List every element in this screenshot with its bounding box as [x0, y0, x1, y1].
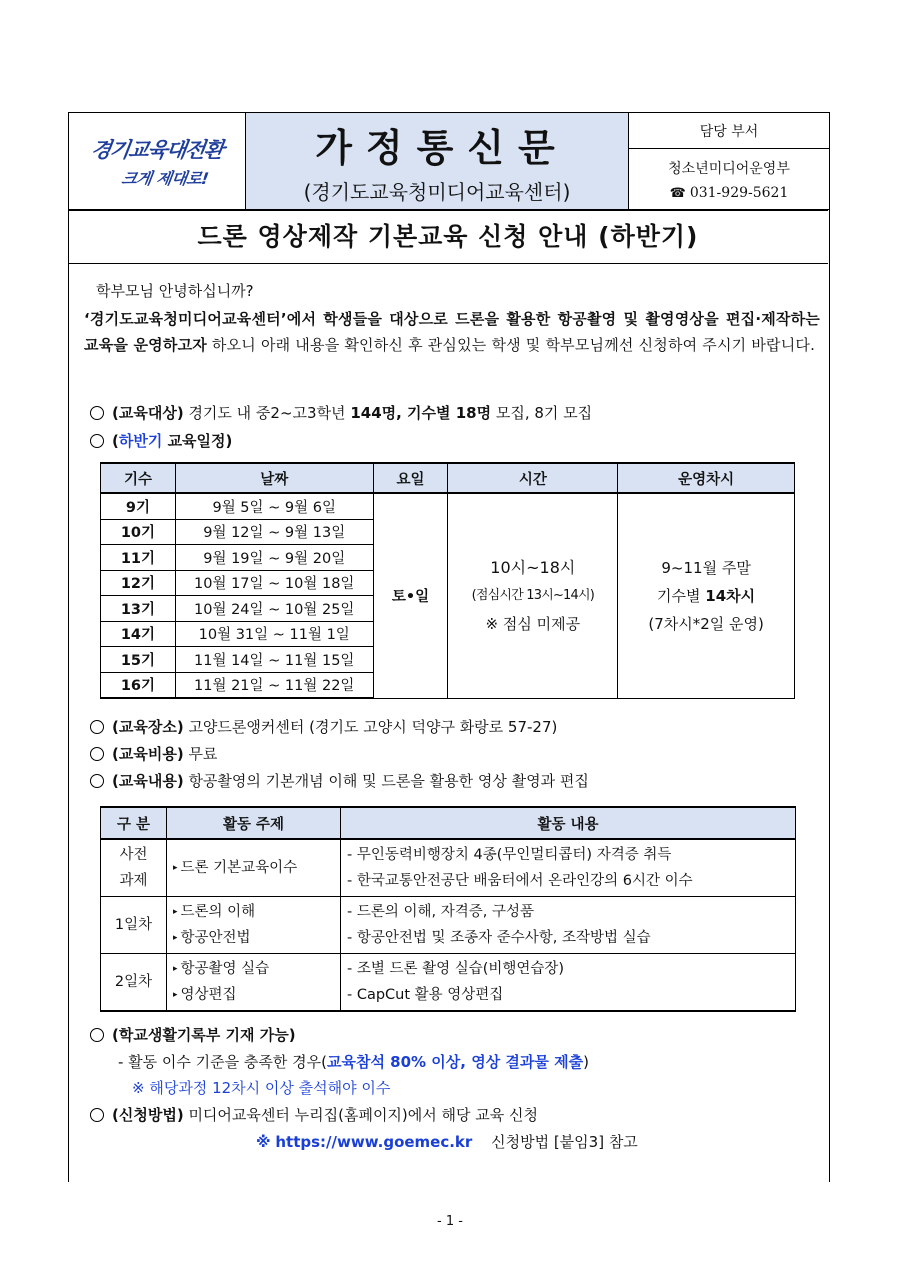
target-text1: 경기도 내 중2~고3학년 [183, 404, 351, 422]
circle-bullet-icon [90, 1108, 104, 1122]
table-row [101, 493, 795, 519]
category-cell: 1일차 [101, 897, 167, 954]
phone-icon: ☎ [669, 186, 686, 201]
col-header: 요일 [373, 463, 448, 493]
detail-text: - 드론의 이해, 자격증, 구성품 [347, 904, 534, 920]
col-header: 기수 [101, 463, 176, 493]
logo-line1: 경기교육대전환 [89, 137, 225, 162]
col-header: 시간 [448, 463, 618, 493]
ops-line2b: 14차시 [705, 586, 756, 605]
table-row [101, 839, 796, 897]
schedule-heading-rest: 교육일정) [162, 432, 233, 450]
topic-text: 드론 기본교육이수 [180, 860, 298, 876]
detail-cell [341, 954, 796, 1012]
target-bold: 144명, 기수별 18명 [350, 404, 492, 422]
apply-label: (신청방법) [112, 1106, 184, 1124]
topic-text: 항공촬영 실습 [180, 961, 270, 977]
term-cell: 10기 [101, 519, 176, 545]
schedule-heading-blue: 하반기 [118, 432, 163, 450]
dept-label: 담당 부서 [629, 116, 829, 149]
term-cell: 11기 [101, 545, 176, 571]
triangle-bullet-icon: ▸ [173, 933, 178, 943]
date-cell: 11월 14일 ~ 11월 15일 [175, 647, 373, 673]
cost-text: 무료 [183, 745, 218, 763]
category-cell: 2일차 [101, 954, 167, 1012]
topic-text: 항공안전법 [180, 930, 251, 946]
record-label: (학교생활기록부 기재 가능) [112, 1026, 296, 1044]
table-row [101, 954, 796, 1012]
greeting: 학부모님 안녕하십니까? [96, 282, 254, 300]
circle-bullet-icon [90, 774, 104, 788]
page-number: - 1 - [437, 1214, 463, 1229]
ops-cell [618, 493, 795, 698]
detail-text: - 항공안전법 및 조종자 준수사항, 조작방법 실습 [347, 930, 651, 946]
term-cell: 16기 [101, 672, 176, 698]
term-cell: 15기 [101, 647, 176, 673]
date-cell: 11월 21일 ~ 11월 22일 [175, 672, 373, 698]
intro-rest: 하오니 아래 내용을 확인하신 후 관심있는 학생 및 학부모님께선 신청하여 주시기 바랍니다. [206, 336, 816, 354]
term-cell: 12기 [101, 570, 176, 596]
day-cell: 토•일 [373, 493, 448, 698]
topic-cell [167, 897, 341, 954]
ops-line2a: 기수별 [657, 586, 706, 605]
apply-text: 미디어교육센터 누리집(홈페이지)에서 해당 교육 신청 [183, 1106, 538, 1124]
detail-text: - 무인동력비행장치 4종(무인멀티콥터) 자격증 취득 [347, 847, 672, 863]
dept-phone: 031-929-5621 [689, 185, 789, 201]
term-cell: 13기 [101, 596, 176, 622]
triangle-bullet-icon: ▸ [173, 863, 178, 873]
circle-bullet-icon [90, 747, 104, 761]
record-line1-a: - 활동 이수 기준을 충족한 경우( [118, 1053, 327, 1071]
cost-label: (교육비용) [112, 745, 184, 763]
topic-text: 드론의 이해 [180, 904, 256, 920]
schedule-heading-open: ( [112, 432, 119, 450]
place-line [90, 716, 557, 737]
page-subtitle: (경기도교육청미디어교육센터) [303, 180, 571, 204]
cost-line [90, 743, 217, 764]
time-main: 10시~18시 [490, 557, 576, 577]
note-mark: ※ [256, 1133, 271, 1151]
topic-cell [167, 954, 341, 1012]
col-header: 날짜 [175, 463, 373, 493]
content-label: (교육내용) [112, 772, 184, 790]
date-cell: 9월 5일 ~ 9월 6일 [175, 493, 373, 519]
date-cell: 9월 19일 ~ 9월 20일 [175, 545, 373, 571]
circle-bullet-icon [90, 1028, 104, 1042]
topic-cell [167, 839, 341, 897]
time-note: ※ 점심 미제공 [485, 614, 581, 633]
activity-table [100, 806, 796, 1012]
intro-bold: ‘경기도교육청미디어교육센터’에서 학생들을 대상으로 드론을 활용한 항공촬영 및 촬영영상을 편집·제작하는 교육을 운영하고자 [84, 310, 820, 354]
record-heading [90, 1024, 296, 1045]
date-cell: 9월 12일 ~ 9월 13일 [175, 519, 373, 545]
apply-note [256, 1131, 638, 1152]
target-text2: 모집, 8기 모집 [491, 404, 593, 422]
schedule-heading [90, 430, 232, 451]
place-text: 고양드론앵커센터 (경기도 고양시 덕양구 화랑로 57-27) [183, 718, 558, 736]
record-line2: ※ 해당과정 12차시 이상 출석해야 이수 [132, 1079, 391, 1097]
col-header: 운영차시 [618, 463, 795, 493]
col-header: 활동 주제 [167, 807, 341, 839]
place-label: (교육장소) [112, 718, 184, 736]
title-block [246, 113, 629, 210]
record-line1 [118, 1051, 589, 1072]
ops-line3: (7차시*2일 운영) [648, 614, 764, 633]
date-cell: 10월 31일 ~ 11월 1일 [175, 621, 373, 647]
notice-header [68, 112, 830, 210]
target-label: (교육대상) [112, 404, 184, 422]
table-row [101, 897, 796, 954]
logo [69, 113, 246, 210]
detail-cell [341, 897, 796, 954]
col-header: 활동 내용 [341, 807, 796, 839]
triangle-bullet-icon: ▸ [173, 907, 178, 917]
page-title: 가정통신문 [315, 126, 569, 170]
detail-text: - 한국교통안전공단 배움터에서 온라인강의 6시간 이수 [347, 873, 693, 889]
circle-bullet-icon [90, 406, 104, 420]
content-line [90, 770, 589, 791]
col-header: 구 분 [101, 807, 167, 839]
schedule-table [100, 462, 795, 699]
time-lunch: (점심시간 13시~14시) [471, 587, 595, 603]
circle-bullet-icon [90, 434, 104, 448]
term-cell: 14기 [101, 621, 176, 647]
detail-text: - CapCut 활용 영상편집 [347, 987, 504, 1003]
record-line1-blue: 교육참석 80% 이상, 영상 결과물 제출 [327, 1053, 584, 1071]
target-line [90, 402, 592, 423]
content-text: 항공촬영의 기본개념 이해 및 드론을 활용한 영상 촬영과 편집 [183, 772, 589, 790]
intro-paragraph [84, 306, 820, 358]
detail-cell [341, 839, 796, 897]
date-cell: 10월 24일 ~ 10월 25일 [175, 596, 373, 622]
dept-name: 청소년미디어운영부 [668, 161, 790, 177]
category-cell: 사전 과제 [101, 839, 167, 897]
term-cell: 9기 [101, 493, 176, 519]
apply-line [90, 1104, 538, 1125]
triangle-bullet-icon: ▸ [173, 990, 178, 1000]
record-line1-b: ) [583, 1053, 589, 1071]
triangle-bullet-icon: ▸ [173, 964, 178, 974]
document-title: 드론 영상제작 기본교육 신청 안내 (하반기) [68, 210, 828, 264]
apply-url-link[interactable]: https://www.goemec.kr [275, 1133, 473, 1151]
ops-line1: 9~11월 주말 [661, 558, 751, 577]
apply-note-rest: 신청방법 [붙임3] 참고 [491, 1133, 638, 1151]
detail-text: - 조별 드론 촬영 실습(비행연습장) [347, 961, 565, 977]
dept-block [629, 113, 830, 210]
topic-text: 영상편집 [180, 987, 237, 1003]
circle-bullet-icon [90, 720, 104, 734]
date-cell: 10월 17일 ~ 10월 18일 [175, 570, 373, 596]
time-cell [448, 493, 618, 698]
logo-line2: 크게 제대로! [120, 168, 210, 188]
